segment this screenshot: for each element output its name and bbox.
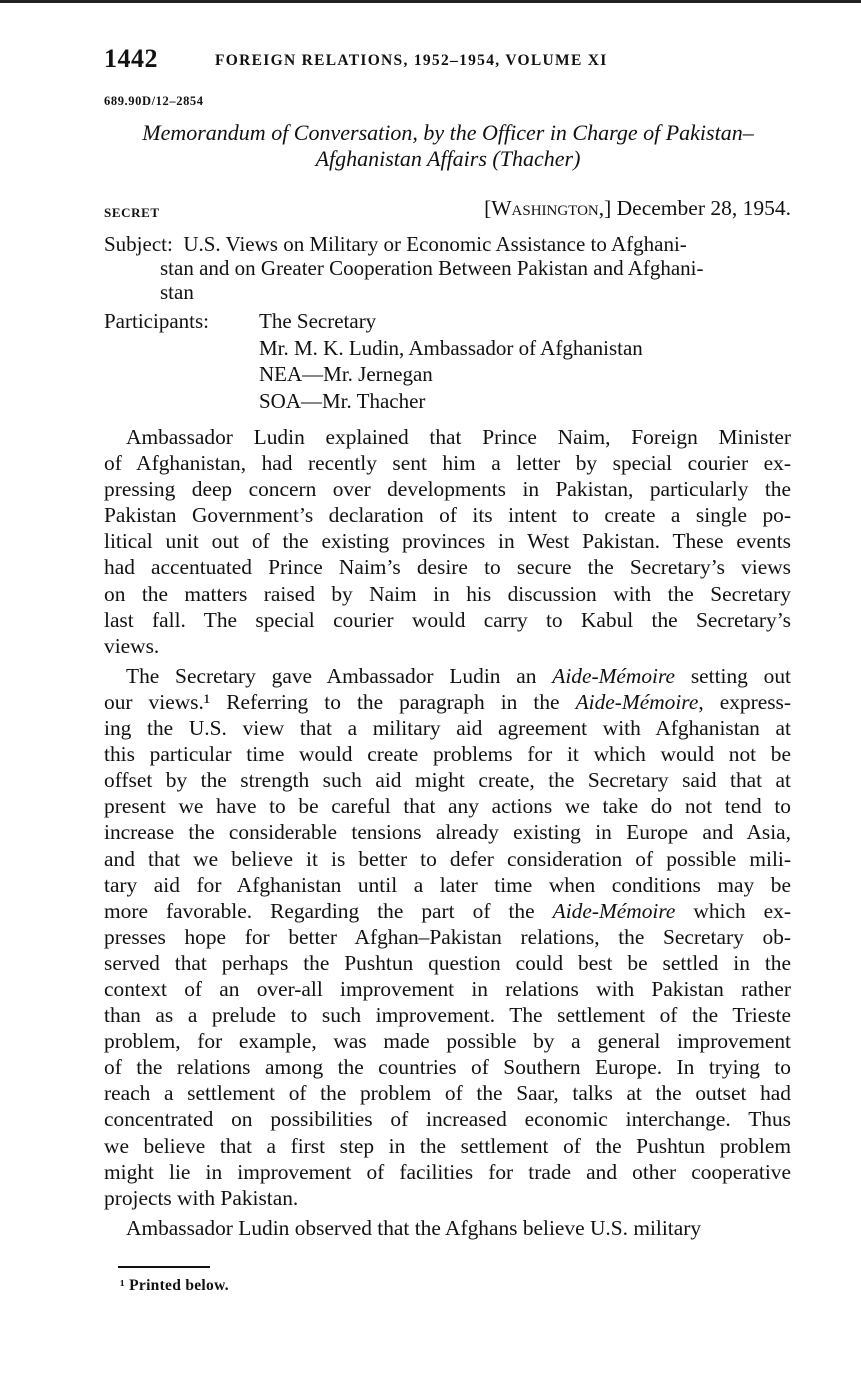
running-title: FOREIGN RELATIONS, 1952–1954, VOLUME XI bbox=[215, 52, 608, 69]
top-border bbox=[0, 0, 861, 3]
place: [Washington,] bbox=[484, 196, 612, 220]
subject-label: Subject: bbox=[104, 232, 173, 256]
text-line: ing the U.S. view that a military aid agreement with Afghanistan at bbox=[104, 716, 791, 741]
text-line: reach a settlement of the problem of the Saar, talks at the outset had bbox=[104, 1081, 791, 1106]
text-line: we believe that a first step in the settlement of the Pushtun problem bbox=[104, 1133, 791, 1158]
document-title-line: Afghanistan Affairs (Thacher) bbox=[315, 146, 581, 171]
footnote-rule bbox=[118, 1266, 210, 1268]
text-line: of the relations among the countries of Southern Europe. In trying to bbox=[104, 1055, 791, 1080]
participant-name: Mr. M. K. Ludin, Ambassador of Afghanistan bbox=[259, 335, 643, 360]
text-line: Ambassador Ludin explained that Prince Naim, Foreign Minister bbox=[126, 425, 791, 449]
text-line: views. bbox=[104, 633, 160, 658]
text-line: litical unit out of the existing provinces in West Pakistan. These events bbox=[104, 529, 791, 554]
participants-list bbox=[259, 308, 643, 414]
classification-marking: SECRET bbox=[104, 205, 160, 220]
text-line: Ambassador Ludin observed that the Afghans believe U.S. military bbox=[126, 1215, 702, 1240]
text-line: this particular time would create problems for it which would not be bbox=[104, 742, 791, 767]
text-line: pressing deep concern over developments in Pakistan, particularly the bbox=[104, 477, 791, 502]
text-line: context of an over-all improvement in relations with Pakistan rather bbox=[104, 976, 791, 1001]
text-line: offset by the strength such aid might create, the Secretary said that at bbox=[104, 768, 791, 793]
paragraph bbox=[104, 424, 791, 659]
text-line: problem, for example, was made possible by a general improvement bbox=[104, 1029, 791, 1054]
text-line: our views.¹ Referring to the paragraph in the Aide-Mémoire, express- bbox=[104, 689, 791, 714]
document-title-line: Memorandum of Conversation, by the Officer in Charge of Pakistan– bbox=[142, 120, 754, 145]
subject-first-line bbox=[104, 232, 791, 256]
participant-name: SOA—Mr. Thacher bbox=[259, 388, 426, 413]
text-line: tary aid for Afghanistan until a later time when conditions may be bbox=[104, 872, 791, 897]
subject-block bbox=[104, 232, 791, 304]
text-line: presses hope for better Afghan–Pakistan relations, the Secretary ob- bbox=[104, 924, 791, 949]
running-head bbox=[104, 44, 804, 74]
subject-text: stan bbox=[160, 280, 194, 304]
text-line: concentrated on possibilities of increased economic interchange. Thus bbox=[104, 1107, 791, 1132]
text-line: last fall. The special courier would carry to Kabul the Secretary’s bbox=[104, 607, 791, 632]
document-title bbox=[104, 120, 792, 172]
paragraph bbox=[104, 663, 791, 1211]
participants-label: Participants: bbox=[104, 309, 209, 333]
text-line: of Afghanistan, had recently sent him a letter by special courier ex- bbox=[104, 451, 791, 476]
text-line: present we have to be careful that any actions we take do not tend to bbox=[104, 794, 791, 819]
text-line: might lie in improvement of facilities for trade and other cooperative bbox=[104, 1159, 791, 1184]
text-line: Pakistan Government’s declaration of its intent to create a single po- bbox=[104, 503, 791, 528]
text-line: The Secretary gave Ambassador Ludin an Aide-Mémoire setting out bbox=[126, 663, 791, 688]
body-text bbox=[104, 424, 791, 1241]
text-line: served that perhaps the Pushtun question could best be settled in the bbox=[104, 950, 791, 975]
place-date bbox=[484, 196, 791, 221]
participant-name: The Secretary bbox=[259, 309, 377, 333]
footnote: ¹ Printed below. bbox=[120, 1277, 229, 1294]
text-line: increase the considerable tensions already existing in Europe and Asia, bbox=[104, 820, 791, 845]
subject-text: stan and on Greater Cooperation Between Pakistan and Afghani- bbox=[160, 256, 704, 280]
text-line: had accentuated Prince Naim’s desire to secure the Secretary’s views bbox=[104, 555, 791, 580]
text-line: more favorable. Regarding the part of the Aide-Mémoire which ex- bbox=[104, 898, 791, 923]
text-line: than as a prelude to such improvement. The settlement of the Trieste bbox=[104, 1003, 791, 1028]
file-number: 689.90D/12–2854 bbox=[104, 94, 204, 108]
text-line: projects with Pakistan. bbox=[104, 1185, 299, 1210]
text-line: on the matters raised by Naim in his discussion with the Secretary bbox=[104, 581, 791, 606]
page-number: 1442 bbox=[104, 44, 158, 73]
text-line: and that we believe it is better to defer consideration of possible mili- bbox=[104, 846, 791, 871]
paragraph bbox=[104, 1215, 791, 1241]
date: December 28, 1954. bbox=[616, 196, 791, 220]
subject-text: U.S. Views on Military or Economic Assistance to Afghani- bbox=[183, 232, 687, 256]
participant-name: NEA—Mr. Jernegan bbox=[259, 362, 433, 386]
